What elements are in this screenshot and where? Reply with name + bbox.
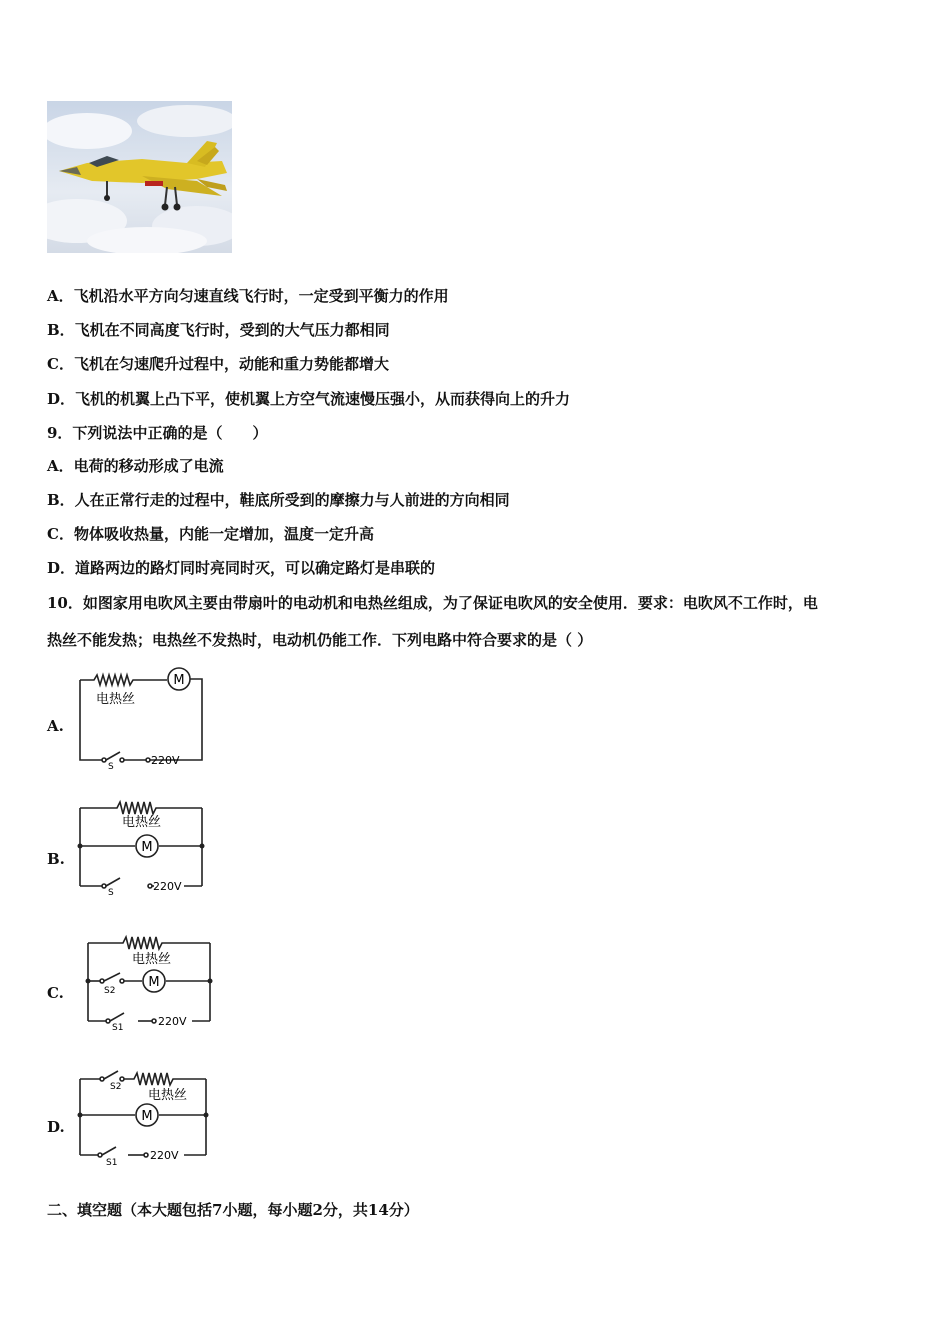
circuit-diagram-b [72,796,212,901]
switch-label: S [108,888,114,898]
q10-option-c-label: C. [47,984,64,1002]
q9-option-a: A．电荷的移动形成了电流 [47,457,224,475]
circuit-diagram-c [78,933,218,1038]
voltage-label: 220V [151,754,180,767]
q9-option-d: D．道路两边的路灯同时亮同时灭，可以确定路灯是串联的 [47,559,436,577]
q10-option-d-label: D. [47,1118,65,1136]
q9-stem: 9．下列说法中正确的是（ ） [47,424,268,442]
q10-stem-line1: 10．如图家用电吹风主要由带扇叶的电动机和电热丝组成，为了保证电吹风的安全使用．要求：电吹风不工作时，电 [47,594,818,612]
heater-label: 电热丝 [122,815,162,830]
switch2-label: S2 [104,986,116,996]
q8-option-d: D．飞机的机翼上凸下平，使机翼上方空气流速慢压强小，从而获得向上的升力 [47,390,571,408]
heater-label: 电热丝 [148,1088,188,1103]
heater-label: 电热丝 [132,952,172,967]
motor-label: M [141,840,153,855]
motor-label: M [173,673,185,688]
section2-heading: 二、填空题（本大题包括7小题，每小题2分，共14分） [47,1201,419,1219]
q8-option-b: B．飞机在不同高度飞行时，受到的大气压力都相同 [47,321,390,339]
circuit-diagram-a [72,665,212,770]
switch1-label: S1 [106,1158,118,1168]
q8-option-c: C．飞机在匀速爬升过程中，动能和重力势能都增大 [47,355,389,373]
switch-label: S [108,762,114,770]
voltage-label: 220V [158,1015,187,1028]
voltage-label: 220V [150,1149,179,1162]
motor-label: M [148,975,160,990]
motor-label: M [141,1109,153,1124]
heater-label: 电热丝 [96,692,136,707]
q10-stem-line2: 热丝不能发热；电热丝不发热时，电动机仍能工作．下列电路中符合要求的是（ ） [47,631,593,649]
q10-option-b-label: B. [47,850,65,868]
fighter-jet-photo [47,101,232,253]
q9-option-c: C．物体吸收热量，内能一定增加，温度一定升高 [47,525,374,543]
q9-option-b: B．人在正常行走的过程中，鞋底所受到的摩擦力与人前进的方向相同 [47,491,510,509]
voltage-label: 220V [153,880,182,893]
switch1-label: S1 [112,1023,124,1033]
q8-option-a: A．飞机沿水平方向匀速直线飞行时，一定受到平衡力的作用 [47,287,449,305]
q10-option-a-label: A. [47,717,64,735]
switch2-label: S2 [110,1082,122,1092]
circuit-diagram-d [72,1067,212,1172]
